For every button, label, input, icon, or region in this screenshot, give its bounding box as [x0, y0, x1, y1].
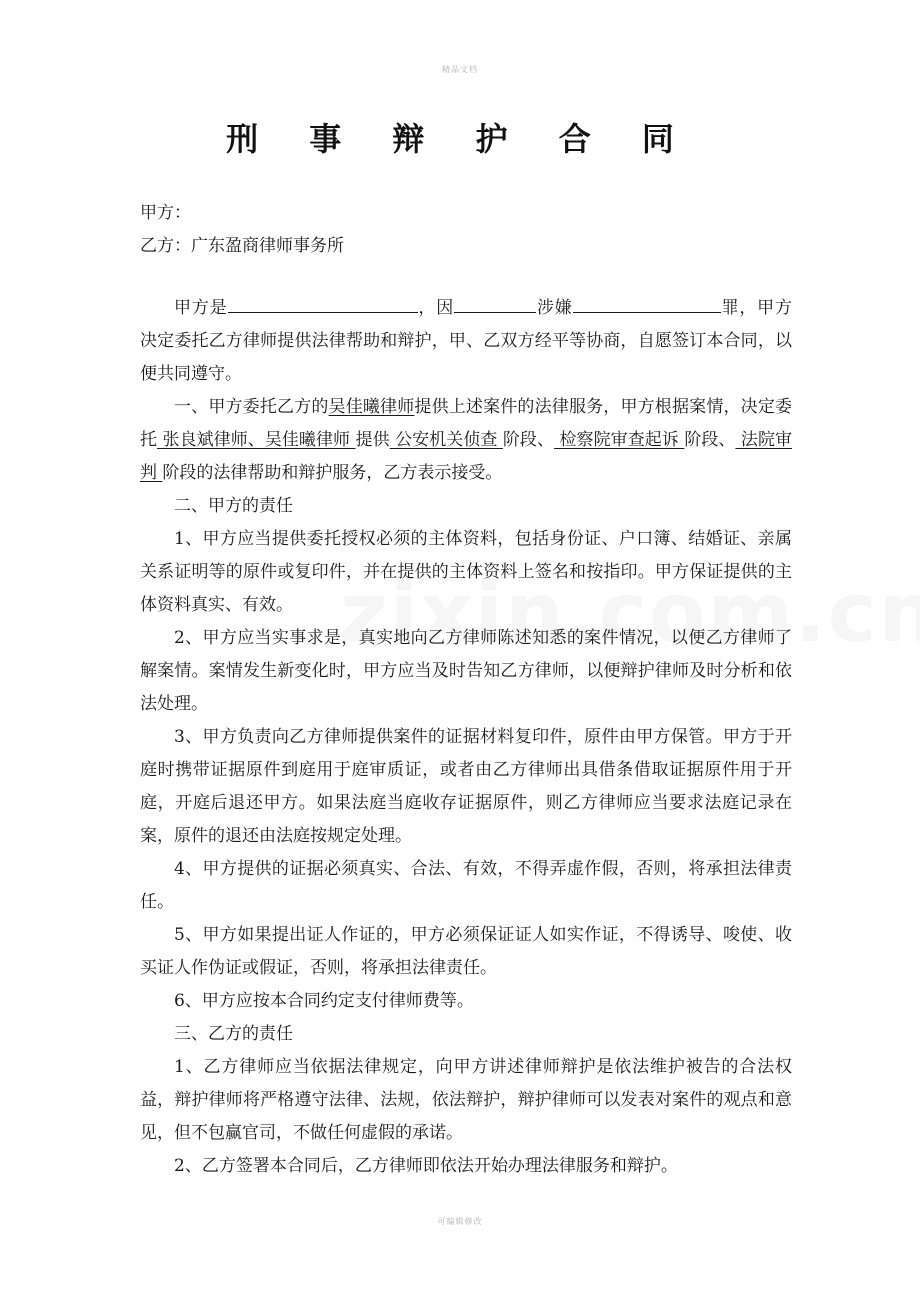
section-2-item: 4、甲方提供的证据必须真实、合法、有效，不得弄虚作假，否则，将承担法律责任。 [140, 859, 792, 912]
contract-body [140, 292, 792, 1183]
section-3-item: 2、乙方签署本合同后，乙方律师即依法开始办理法律服务和辩护。 [174, 1156, 678, 1176]
clause-1-paragraph: 一、甲方委托乙方的吴佳曦律师提供上述案件的法律服务，甲方根据案情，决定委托 张良斌律师、吴佳曦律师 提供 公安机关侦查 阶段、 检察院审查起诉 阶段、 法院审判 阶段的法律帮助和辩护服务，乙方表示接受。 [140, 397, 793, 483]
section-2-item: 3、甲方负责向乙方律师提供案件的证据材料复印件，原件由甲方保管。甲方于开庭时携带证据原件到庭用于庭审质证，或者由乙方律师出具借条借取证据原件用于开庭，开庭后退还甲方。如果法庭当庭收存证据原件，则乙方律师应当要求法庭记录在案，原件的退还由法庭按规定处理。 [140, 727, 792, 846]
document-title: 刑 事 辩 护 合 同 [226, 120, 694, 158]
section-2-heading: 二、甲方的责任 [174, 496, 293, 516]
stage-investigation: 公安机关侦查 [389, 430, 503, 450]
cause-blank[interactable] [454, 294, 536, 313]
header-mark: 精品文档 [442, 65, 478, 74]
intro-paragraph: 甲方是 ，因 涉嫌 罪，甲方决定委托乙方律师提供法律帮助和辩护，甲、乙双方经平等协商，自愿签订本合同，以便共同遵守。 [140, 292, 792, 391]
defense-lawyers: 张良斌律师、吴佳曦律师 [157, 430, 356, 450]
section-3-item: 1、乙方律师应当依据法律规定，向甲方讲述律师辩护是依法维护被告的合法权益，辩护律师将严格遵守法律、法规，依法辩护，辩护律师可以发表对案件的观点和意见，但不包赢官司，不做任何虚假的承诺。 [140, 1057, 792, 1143]
stage-prosecution: 检察院审查起诉 [554, 430, 685, 450]
section-2-item: 2、甲方应当实事求是，真实地向乙方律师陈述知悉的案件情况，以便乙方律师了解案情。案情发生新变化时，甲方应当及时告知乙方律师，以便辩护律师及时分析和依法处理。 [140, 628, 792, 714]
charge-blank[interactable] [573, 294, 721, 313]
assigned-lawyer: 吴佳曦律师 [328, 397, 415, 417]
defendant-name-blank[interactable] [228, 294, 418, 313]
party-b-line: 乙方：广东盈商律师事务所 [140, 236, 344, 256]
section-2-item: 5、甲方如果提出证人作证的，甲方必须保证证人如实作证，不得诱导、唆使、收买证人作伪证或假证，否则，将承担法律责任。 [140, 925, 792, 978]
section-2-item: 6、甲方应按本合同约定支付律师费等。 [174, 991, 474, 1011]
party-a-line: 甲方： [140, 203, 191, 223]
stage-trial: 法院审判 [140, 430, 793, 483]
footer-mark: 可编辑修改 [437, 1217, 483, 1226]
section-2-item: 1、甲方应当提供委托授权必须的主体资料，包括身份证、户口簿、结婚证、亲属关系证明等的原件或复印件，并在提供的主体资料上签名和按指印。甲方保证提供的主体资料真实、有效。 [140, 529, 792, 615]
section-3-heading: 三、乙方的责任 [174, 1024, 293, 1044]
